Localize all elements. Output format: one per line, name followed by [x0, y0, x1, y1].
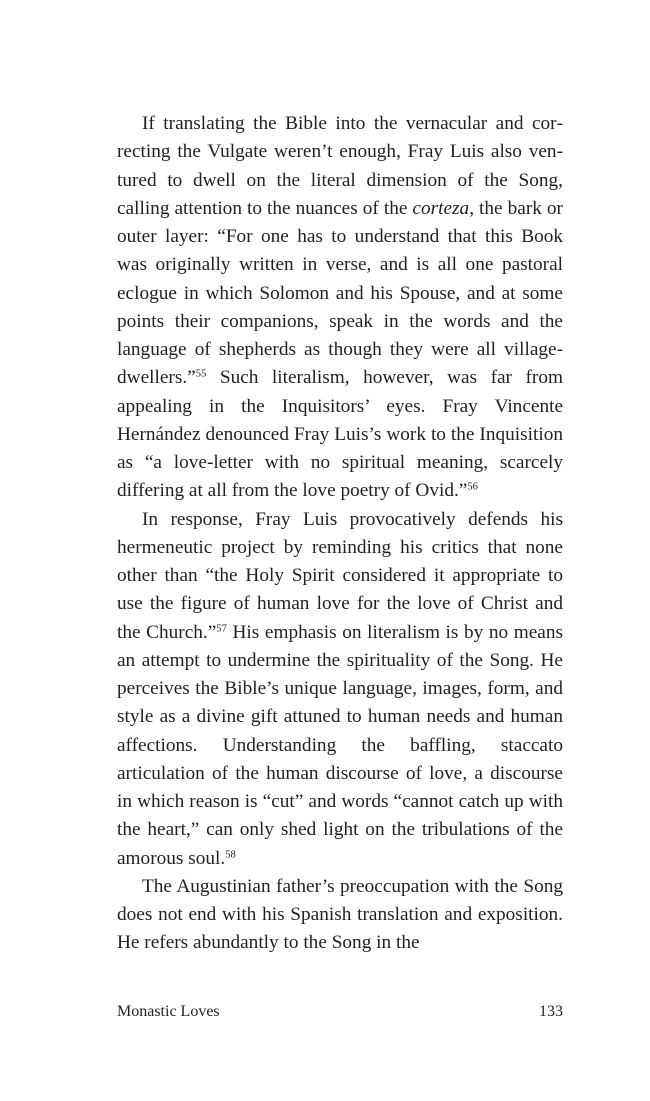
page-footer	[117, 1003, 563, 1021]
italic-term: corteza	[412, 197, 470, 219]
text-run: If translating the Bible into the vernacular and correcting the Vulgate weren’t enough, Fray Luis also ventured to dwell on the literal dimension of the Song, calling attention to the nuances of the	[117, 113, 563, 219]
paragraph-2	[117, 506, 563, 873]
text-run: , the bark or outer layer: “For one has to understand that this Book was originally written in verse, and is all one pastoral eclogue in which Solomon and his Spouse, and at some points their companions, speak in the words and the language of shepherds as though they were all village-dwellers.”	[117, 197, 563, 389]
page-number: 133	[539, 1003, 563, 1020]
running-title: Monastic Loves	[117, 1003, 220, 1020]
paragraph-3	[117, 873, 563, 958]
paragraph-1	[117, 110, 563, 506]
page-body	[117, 110, 563, 958]
footnote-ref: 58	[225, 848, 236, 860]
text-run: The Augustinian father’s preoccupation with the Song does not end with his Spanish translation and exposition. He refers abundantly to the Song in the	[117, 875, 563, 954]
footnote-ref: 55	[195, 368, 207, 380]
footnote-ref: 57	[216, 622, 227, 634]
text-run: His emphasis on literalism is by no means an attempt to undermine the spirituality of the Song. He perceives the Bible’s unique language, images, form, and style as a divine gift attuned to human needs and human affections. Understanding the baffling, staccato articulation of the human discourse of love, a discourse in which reason is “cut” and words “cannot catch up with the heart,” can only shed light on the tribulations of the amorous soul.	[117, 621, 564, 869]
text-run: Such literalism, however, was far from appealing in the Inquisitors’ eyes. Fray Vincente Hernández denounced Fray Luis’s work to the Inquisition as “a love-letter with no spiritual meaning, scarcely differing at all from the love poetry of Ovid.”	[117, 367, 563, 502]
footnote-ref: 56	[467, 481, 478, 493]
text-run: In response, Fray Luis provocatively defends his hermeneutic project by reminding his critics that none other than “the Holy Spirit considered it appropriate to use the figure of human love for the love of Christ and the Church.”	[117, 508, 563, 643]
